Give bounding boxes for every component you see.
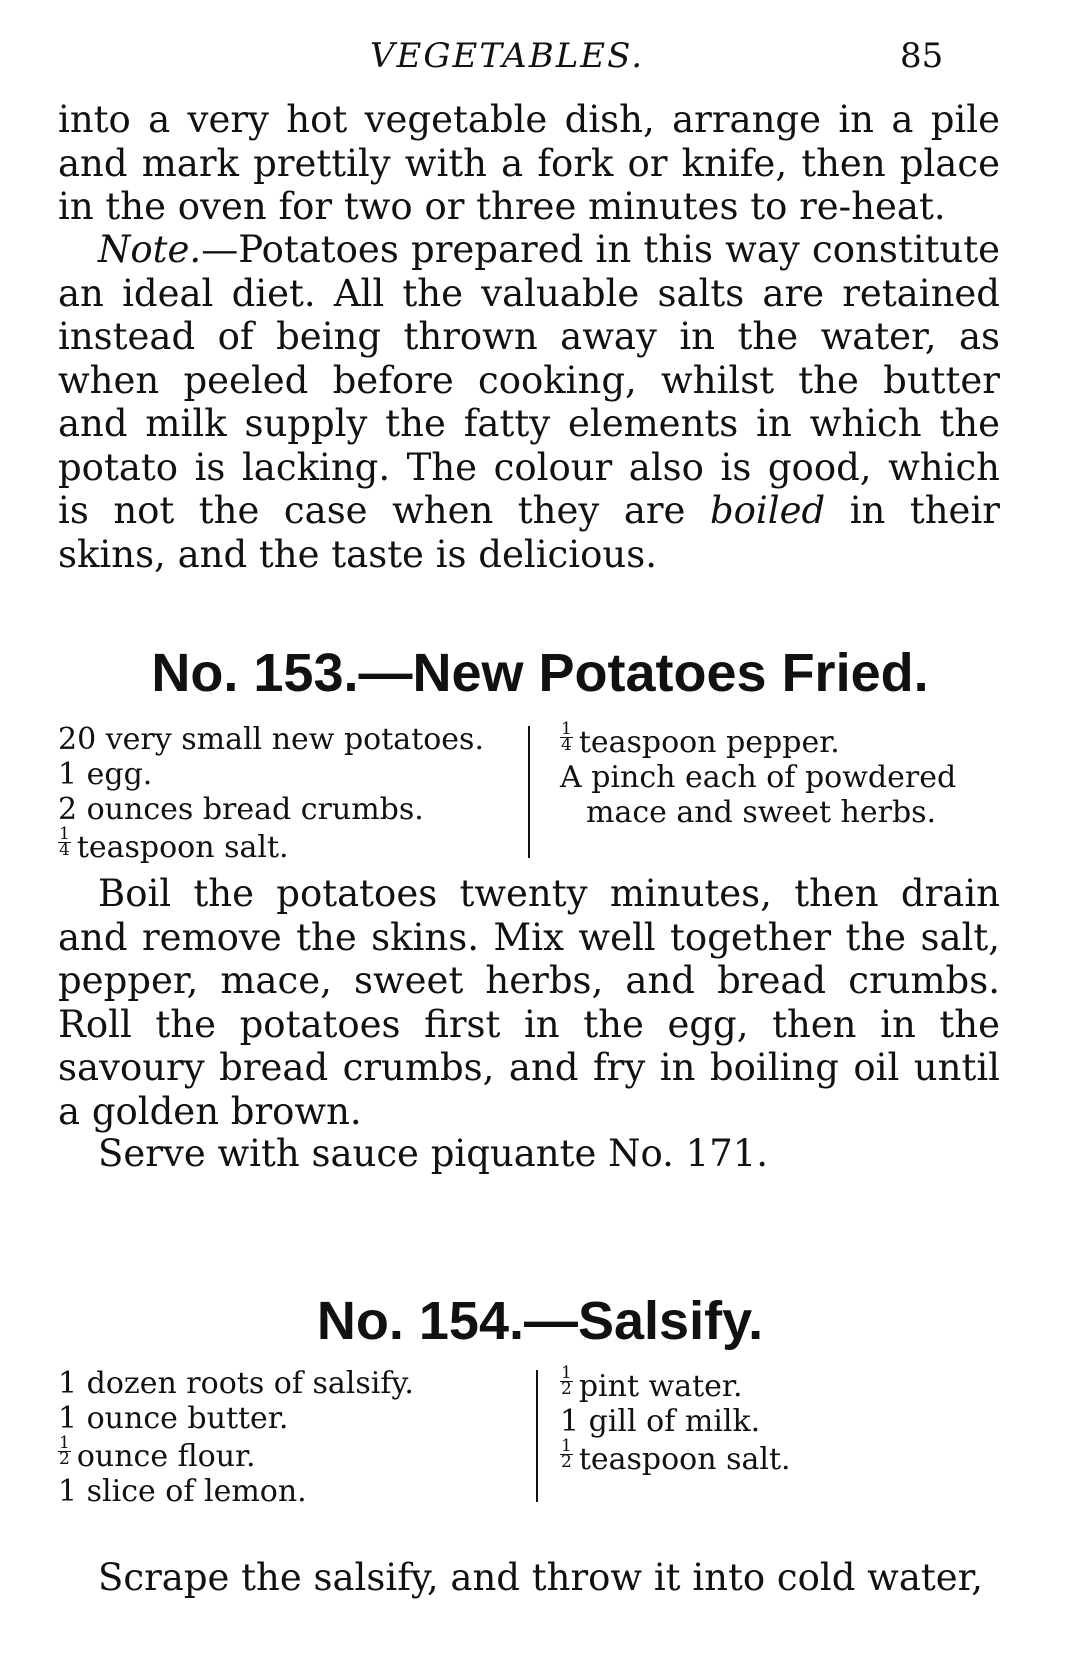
fraction: $\frac{1}{4}$	[59, 824, 70, 860]
fraction: $\frac{1}{2}$	[59, 1433, 70, 1469]
ingredient-divider	[528, 726, 530, 858]
ingredient-divider	[536, 1370, 538, 1502]
recipe-153-directions: Boil the potatoes twenty minutes, then drain and remove the skins. Mix well together the salt, pepper, mace, sweet herbs, and bread crumbs. Roll the potatoes first in the egg, then in the savoury bread crumbs, and fry in boiling oil until a golden brown.	[58, 872, 1000, 1133]
ingredient-item: mace and sweet herbs.	[586, 795, 937, 830]
ingredient-item: $\frac{1}{4}$ teaspoon salt.	[59, 824, 289, 865]
ingredient-item: 20 very small new potatoes.	[58, 722, 484, 757]
fraction: $\frac{1}{2}$	[561, 1436, 572, 1472]
fraction: $\frac{1}{4}$	[561, 719, 572, 755]
note-label: Note.	[98, 228, 202, 271]
intro-paragraph	[58, 98, 1000, 229]
recipe-153-title: No. 153.—New Potatoes Fried.	[151, 643, 929, 703]
ingredient-item: A pinch each of powdered	[560, 760, 957, 795]
page-number: 85	[900, 36, 944, 76]
note-emphasis: boiled	[709, 489, 826, 532]
recipe-153-ingredients-right	[560, 719, 957, 830]
ingredient-item: 1 ounce butter.	[58, 1401, 289, 1436]
note-paragraph	[58, 228, 1000, 576]
ingredient-item: 1 slice of lemon.	[58, 1474, 307, 1509]
ingredient-item: $\frac{1}{2}$ pint water.	[561, 1363, 743, 1404]
recipe-154-directions: Scrape the salsify, and throw it into cold water,	[98, 1556, 984, 1599]
ingredient-item: $\frac{1}{2}$ ounce flour.	[59, 1433, 256, 1474]
note-text-a: —Potatoes prepared in this way constitute an ideal diet. All the valuable salts are retained instead of being thrown away in the water, as when peeled before cooking, whilst the butter and milk supply the fatty elements in which the potato is lacking. The colour also is good, which is not the case when they are	[58, 228, 1000, 532]
ingredient-item: 1 dozen roots of salsify.	[58, 1366, 414, 1401]
fraction: $\frac{1}{2}$	[561, 1363, 572, 1399]
ingredient-item: 2 ounces bread crumbs.	[58, 792, 424, 827]
ingredient-item: 1 gill of milk.	[560, 1404, 761, 1439]
running-header-title: VEGETABLES.	[370, 36, 644, 76]
recipe-153-ingredients-left	[58, 722, 484, 865]
recipe-153-serve: Serve with sauce piquante No. 171.	[98, 1132, 769, 1175]
ingredient-item: $\frac{1}{4}$ teaspoon pepper.	[561, 719, 840, 760]
note-text-b: in their skins, and the taste is delicious.	[58, 489, 1000, 576]
ingredient-item: 1 egg.	[58, 757, 153, 792]
recipe-154-ingredients-left	[58, 1366, 414, 1509]
recipe-154-title: No. 154.—Salsify.	[316, 1291, 764, 1351]
intro-text: into a very hot vegetable dish, arrange in a pile and mark prettily with a fork or knife, then place in the oven for two or three minutes to re-heat.	[58, 98, 1000, 228]
ingredient-item: $\frac{1}{2}$ teaspoon salt.	[561, 1436, 791, 1477]
recipe-154-ingredients-right	[560, 1363, 791, 1477]
